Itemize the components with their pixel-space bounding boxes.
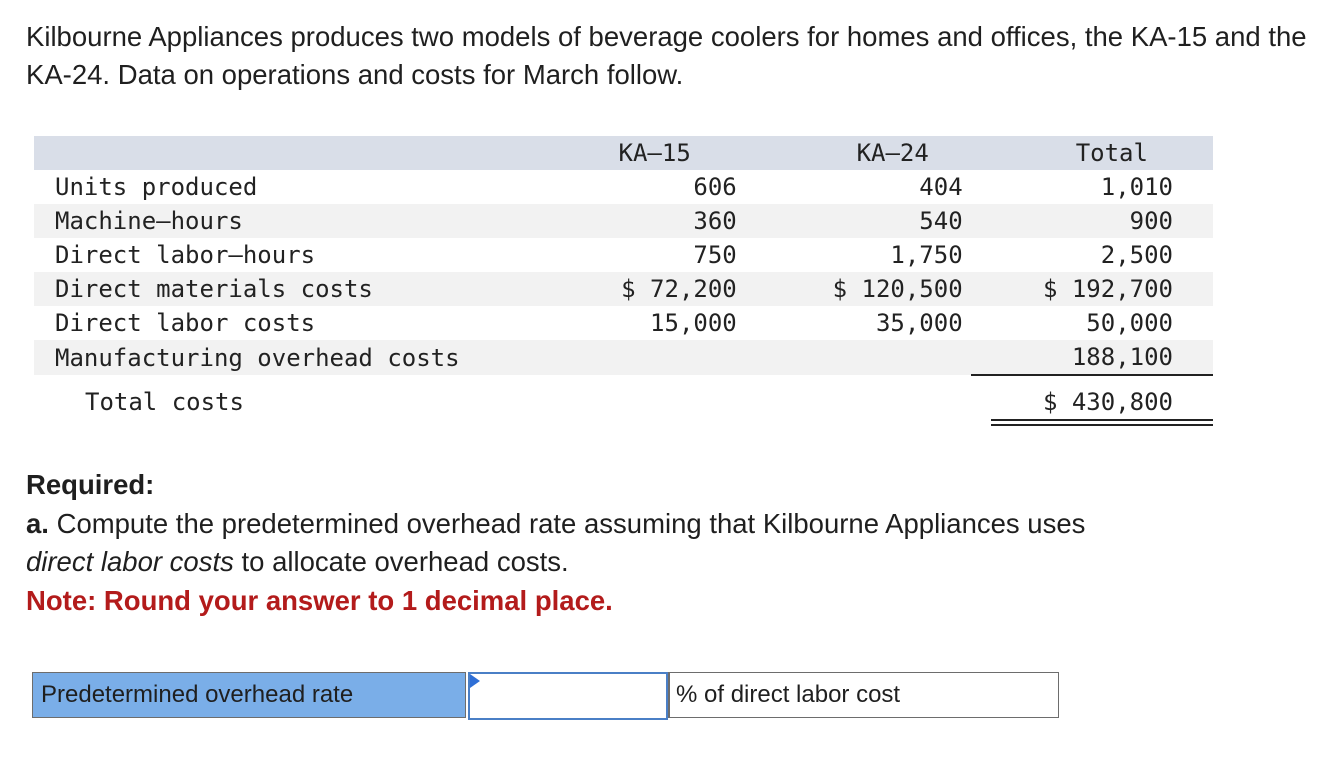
row-label: Machine–hours bbox=[55, 207, 243, 235]
overhead-rate-input[interactable] bbox=[470, 674, 666, 718]
cell-ka15: 15,000 bbox=[650, 309, 737, 337]
cell-total: 1,010 bbox=[1100, 173, 1173, 201]
cost-data-table bbox=[34, 136, 1213, 428]
cell-ka24: 1,750 bbox=[890, 241, 963, 269]
table-row bbox=[34, 170, 1213, 204]
header-ka15: KA–15 bbox=[618, 139, 691, 167]
table-row bbox=[34, 204, 1213, 238]
cell-ka15: 606 bbox=[693, 173, 737, 201]
cell-ka24: 35,000 bbox=[875, 309, 963, 337]
header-blank bbox=[34, 136, 487, 170]
answer-label: Predetermined overhead rate bbox=[32, 672, 466, 718]
cell-ka24: $ 120,500 bbox=[832, 275, 963, 303]
cell-ka24: 540 bbox=[919, 207, 963, 235]
row-label: Direct materials costs bbox=[55, 275, 373, 303]
rounding-note: Note: Round your answer to 1 decimal place. bbox=[26, 584, 613, 616]
row-label: Direct labor costs bbox=[55, 309, 316, 337]
cell-ka24 bbox=[745, 375, 971, 428]
answer-unit: % of direct labor cost bbox=[668, 672, 1059, 718]
row-label: Units produced bbox=[55, 173, 258, 201]
row-label: Manufacturing overhead costs bbox=[55, 343, 460, 372]
cell-ka24: 404 bbox=[919, 173, 963, 201]
row-label: Direct labor–hours bbox=[55, 241, 316, 269]
cell-ka15 bbox=[487, 340, 745, 375]
double-underline bbox=[991, 419, 1213, 429]
cell-total: 188,100 bbox=[1071, 343, 1173, 371]
cell-total: 2,500 bbox=[1100, 241, 1173, 269]
required-question bbox=[26, 505, 1326, 582]
cell-ka15: $ 72,200 bbox=[621, 275, 737, 303]
cell-ka15 bbox=[487, 375, 745, 428]
cell-ka15: 360 bbox=[693, 207, 737, 235]
cell-ka15: 750 bbox=[693, 241, 737, 269]
part-letter: a. bbox=[26, 507, 49, 539]
table-row bbox=[34, 272, 1213, 306]
row-label: Total costs bbox=[85, 387, 244, 416]
cell-total: 50,000 bbox=[1086, 309, 1173, 337]
header-ka24: KA–24 bbox=[856, 139, 929, 167]
cell-total: $ 430,800 bbox=[971, 375, 1213, 428]
table-header-row bbox=[34, 136, 1213, 170]
required-section bbox=[26, 466, 1326, 620]
problem-intro: Kilbourne Appliances produces two models of beverage coolers for homes and offices, the KA-15 and the KA-24. Data on operations and costs for March follow. bbox=[26, 21, 1307, 90]
table-row bbox=[34, 340, 1213, 375]
header-total: Total bbox=[1075, 139, 1148, 167]
cell-total: 900 bbox=[1129, 207, 1173, 235]
cell-ka24 bbox=[745, 340, 971, 375]
question-emphasis: direct labor costs bbox=[26, 546, 234, 577]
question-text-end: to allocate overhead costs. bbox=[241, 546, 569, 577]
question-text: Compute the predetermined overhead rate assuming that Kilbourne Appliances uses bbox=[56, 507, 1086, 539]
answer-row bbox=[32, 672, 1059, 718]
required-heading: Required: bbox=[26, 469, 155, 500]
answer-input-container bbox=[468, 672, 668, 720]
table-row bbox=[34, 238, 1213, 272]
flag-marker-icon bbox=[470, 674, 480, 688]
table-row bbox=[34, 306, 1213, 340]
cell-total: $ 192,700 bbox=[1042, 275, 1173, 303]
